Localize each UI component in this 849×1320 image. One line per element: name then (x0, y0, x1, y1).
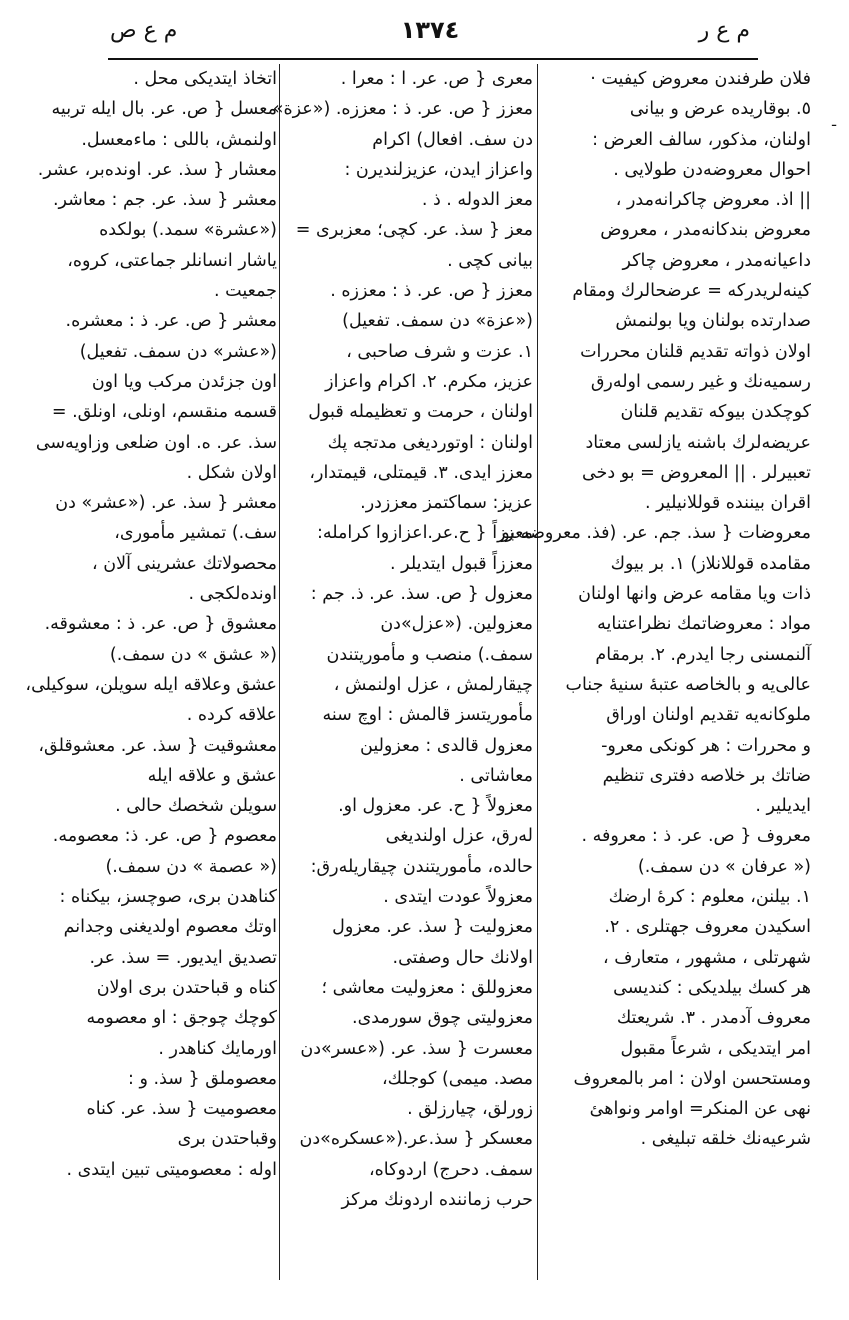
text-line: اولنان، مذكور، سالف العرض : (592, 129, 811, 150)
text-line: احوال معروضه‌دن طولايى . (613, 159, 811, 180)
text-line: اقران بيننده قوللانيلير . (645, 493, 811, 514)
margin-mark: ـ (832, 114, 837, 130)
text-line: عالى‌يه و بالخاصه عتبهٔ سنيهٔ جناب (565, 674, 811, 695)
text-line: معروف { ص. عر. ذ : معروفه . (581, 826, 811, 847)
text-line: معزز { ص. عر. ذ : معززه . (330, 281, 533, 302)
text-line: رسميه‌نك و غير رسمى اوله‌رق (590, 371, 811, 392)
text-line: آلنمسنى رجا ايدرم. ٢. برمقام (595, 644, 811, 665)
text-line: كوچكدن بيوكه تقديم قلنان (620, 402, 811, 423)
text-line: معشار { سذ. عر. اونده‌بر، عشر. (37, 159, 277, 180)
right-guide-word: م ع ر (698, 18, 750, 43)
text-line: معصوم { ص. عر. ذ: معصومه. (52, 826, 277, 847)
text-line: اسكيدن معروف جهتلرى . ٢. (604, 917, 811, 938)
text-line: بيانى كچى . (447, 250, 533, 271)
text-line: اولنمش، باللى : ماءمعسل. (81, 129, 277, 150)
text-line: حرب زماننده اردونك مركز (341, 1189, 533, 1210)
text-line: عشق و علاقه ايله (147, 765, 277, 786)
text-line: مواد : معروضاتمك نظراعتنايه (597, 614, 811, 635)
text-line: قسمه منقسم، اونلى، اونلق. = (51, 402, 277, 423)
text-line: معسكر { سذ.عر.(«عسكره»دن (299, 1129, 533, 1150)
left-guide-word: م ع ص (110, 18, 178, 43)
text-line: اولنان : اوتورديغى مدتجه پك (327, 432, 533, 453)
text-line: معسل { ص. عر. بال ايله تربيه (51, 99, 277, 120)
text-line: («عزة» دن سمف. تفعيل) (342, 311, 533, 332)
text-line: محصولاتك عشرينى آلان ، (92, 553, 277, 574)
column-divider (279, 64, 280, 1280)
text-line: ١. بيلنن، معلوم : كرهٔ ارضك (608, 887, 811, 908)
column-right (501, 64, 811, 1280)
text-line: واعزاز ايدن، عزيزلنديرن : (344, 159, 533, 180)
text-line: وقباحتدن برى (177, 1129, 277, 1150)
text-line: ملوكانه‌يه تقديم اولنان اوراق (606, 705, 811, 726)
text-line: هر كسك بيلديكى : كنديسى (613, 977, 811, 998)
text-line: معززاً قبول ايتديلر . (390, 553, 533, 574)
text-line: ايديلير . (755, 796, 811, 817)
text-line: ١. عزت و شرف صاحبى ، (346, 341, 533, 362)
text-line: («عشرة» سمد.) بولكده (99, 220, 277, 241)
text-line: دن سف. افعال) اكرام (372, 129, 533, 150)
text-line: معزوللق : معزوليت معاشى ؛ (321, 977, 533, 998)
text-line: اوله : معصوميتى تبين ايتدى . (66, 1159, 277, 1180)
text-line: سذ. عر. ه. اون ضلعى وزاويه‌سى (35, 432, 277, 453)
text-line: علاقه كرده . (186, 705, 277, 726)
text-line: صدارتده بولنان ويا بولنمش (615, 311, 811, 332)
text-line: و محررات : هر كونكى معرو- (601, 735, 811, 756)
column-divider (537, 64, 538, 1280)
text-line: معشر { سذ. عر. («عشر» دن (55, 493, 277, 514)
text-line: اولانك حال وصفتى. (392, 947, 533, 968)
text-line: معزول قالدى : معزولين (360, 735, 533, 756)
text-line: معزز { ص. عر. ذ : معززه. («عزة» (272, 99, 533, 120)
text-line: فلان طرفندن معروض كيفيت · (590, 69, 811, 89)
text-line: ياشار انسانلر جماعتى، كروه، (67, 250, 277, 271)
text-line: نهى عن المنكر= اوامر ونواهئ (589, 1099, 811, 1120)
text-line: عشق وعلاقه ايله سويلن، سوكيلى، (25, 674, 277, 695)
text-line: معصوميت { سذ. عر. كناه (86, 1099, 277, 1120)
text-line: له‌رق، عزل اولنديغى (385, 826, 533, 847)
text-line: معصوملق { سذ. و : (128, 1068, 277, 1089)
text-line: كوچك چوجق : او معصومه (86, 1008, 277, 1029)
text-line: ذات ويا مقامه عرض وانها اولنان (578, 584, 811, 605)
text-line: عزيز، مكرم. ٢. اكرام واعزاز (325, 371, 533, 392)
text-line: معشوقيت { سذ. عر. معشوقلق، (38, 735, 277, 756)
text-line: (« عرفان » دن سمف.) (637, 856, 811, 877)
text-line: معروض بندكانه‌مدر ، معروض (600, 220, 811, 241)
text-line: اولنان ، حرمت و تعظيمله قبول (308, 402, 533, 423)
text-line: || اذ. معروض چاكرانه‌مدر ، (615, 190, 811, 211)
text-line: معشوق { ص. عر. ذ : معشوقه. (44, 614, 277, 635)
text-line: معززاً { ح.عر.اعزازوا كرامله: (316, 523, 533, 544)
text-line: معزولاً { ح. عر. معزول او. (338, 796, 533, 817)
text-line: معزولين. («عزل»دن (380, 614, 533, 635)
text-line: امر ايتديكى ، شرعاً مقبول (620, 1038, 811, 1059)
text-line: سويلن شخصك حالى . (115, 796, 277, 817)
text-line: مصد. ميمى) كوجلك، (382, 1068, 533, 1089)
text-line: اولان ذواته تقديم قلنان محررات (580, 341, 811, 362)
text-line: معرى { ص. عر. ا : معرا . (340, 69, 533, 89)
text-line: («عشر» دن سمف. تفعيل) (79, 341, 277, 362)
text-line: اونده‌لكجى . (188, 584, 277, 605)
text-line: جمعيت . (214, 281, 277, 302)
text-line: معشر { ص. عر. ذ : معشره. (65, 311, 277, 332)
text-line: اوتك معصوم اولديغنى وجدانم (63, 917, 277, 938)
text-line: (« عصمة » دن سمف.) (105, 856, 277, 877)
text-line: معروف آدمدر . ٣. شريعتك (616, 1008, 811, 1029)
header-rule (108, 58, 758, 60)
text-line: معزوليت { سذ. عر. معزول (332, 917, 533, 938)
text-line: معروضات { سذ. جم. عر. (فذ. معروضه بو (501, 523, 811, 544)
text-line: معزوليتى چوق سورمدى. (352, 1008, 533, 1029)
text-line: كناه و قباحتدن برى اولان (96, 977, 277, 998)
text-line: مأموريتسز قالمش : اوچ سنه (322, 705, 533, 726)
text-line: اورمايك كناهدر . (158, 1038, 277, 1059)
text-line: ومستحسن اولان : امر بالمعروف (573, 1068, 811, 1089)
column-middle (272, 64, 533, 1280)
text-line: معز الدوله . ذ . (421, 190, 533, 211)
text-line: چيقارلمش ، عزل اولنمش ، (333, 674, 533, 695)
text-line: مقامده قوللانلاز) ١. بر بيوك (610, 553, 811, 574)
text-line: سف.) تمشير مأمورى، (114, 523, 277, 544)
text-line: داعيانه‌مدر ، معروض چاكر (622, 250, 811, 271)
text-line: معسرت { سذ. عر. («عسر»دن (300, 1038, 533, 1059)
text-line: زورلق، چيارزلق . (407, 1099, 533, 1120)
text-line: كناهدن برى، صوچسز، بيكناه : (59, 887, 277, 908)
text-line: (« عشق » دن سمف.) (109, 644, 277, 665)
text-line: معاشاتى . (459, 765, 533, 786)
text-line: اتخاذ ايتديكى محل . (133, 69, 277, 89)
text-line: اولان شكل . (186, 462, 277, 483)
text-line: عزيز: سماكتمز معززدر. (360, 493, 533, 514)
text-line: ضاتك بر خلاصه دفترى تنظيم (602, 765, 811, 786)
text-line: سمف.) منصب و مأموريتندن (326, 644, 533, 665)
text-line: شهرتلى ، مشهور ، متعارف ، (603, 947, 811, 968)
text-line: تعبيرلر . || المعروض = بو دخى (581, 462, 811, 483)
text-line: معشر { سذ. عر. جم : معاشر. (52, 190, 277, 211)
text-line: ٥. بوقاريده عرض و بيانى (629, 99, 811, 120)
text-line: حالده، مأموريتندن چيقاريله‌رق: (310, 856, 533, 877)
text-line: سمف. دحرج) اردوكاه، (368, 1159, 533, 1180)
text-line: معزز ايدى. ٣. قيمتلى، قيمتدار، (309, 462, 533, 483)
text-line: شرعيه‌نك خلقه تبليغى . (640, 1129, 811, 1150)
text-line: معزولاً عودت ايتدى . (383, 887, 533, 908)
page-number: ١٣٧٤ (400, 16, 460, 44)
text-line: كينه‌لريدركه = عرضحالرك ومقام (572, 281, 811, 302)
text-line: اون جزئدن مركب ويا اون (91, 371, 277, 392)
text-line: معز { سذ. عر. كچى؛ معزبرى = (295, 220, 533, 241)
column-left (25, 64, 277, 1280)
text-line: معزول { ص. سذ. عر. ذ. جم : (310, 584, 533, 605)
text-line: تصديق ايديور. = سذ. عر. (89, 947, 277, 968)
text-line: عريضه‌لرك باشنه يازلسى معتاد (585, 432, 811, 453)
page-header (110, 10, 750, 50)
